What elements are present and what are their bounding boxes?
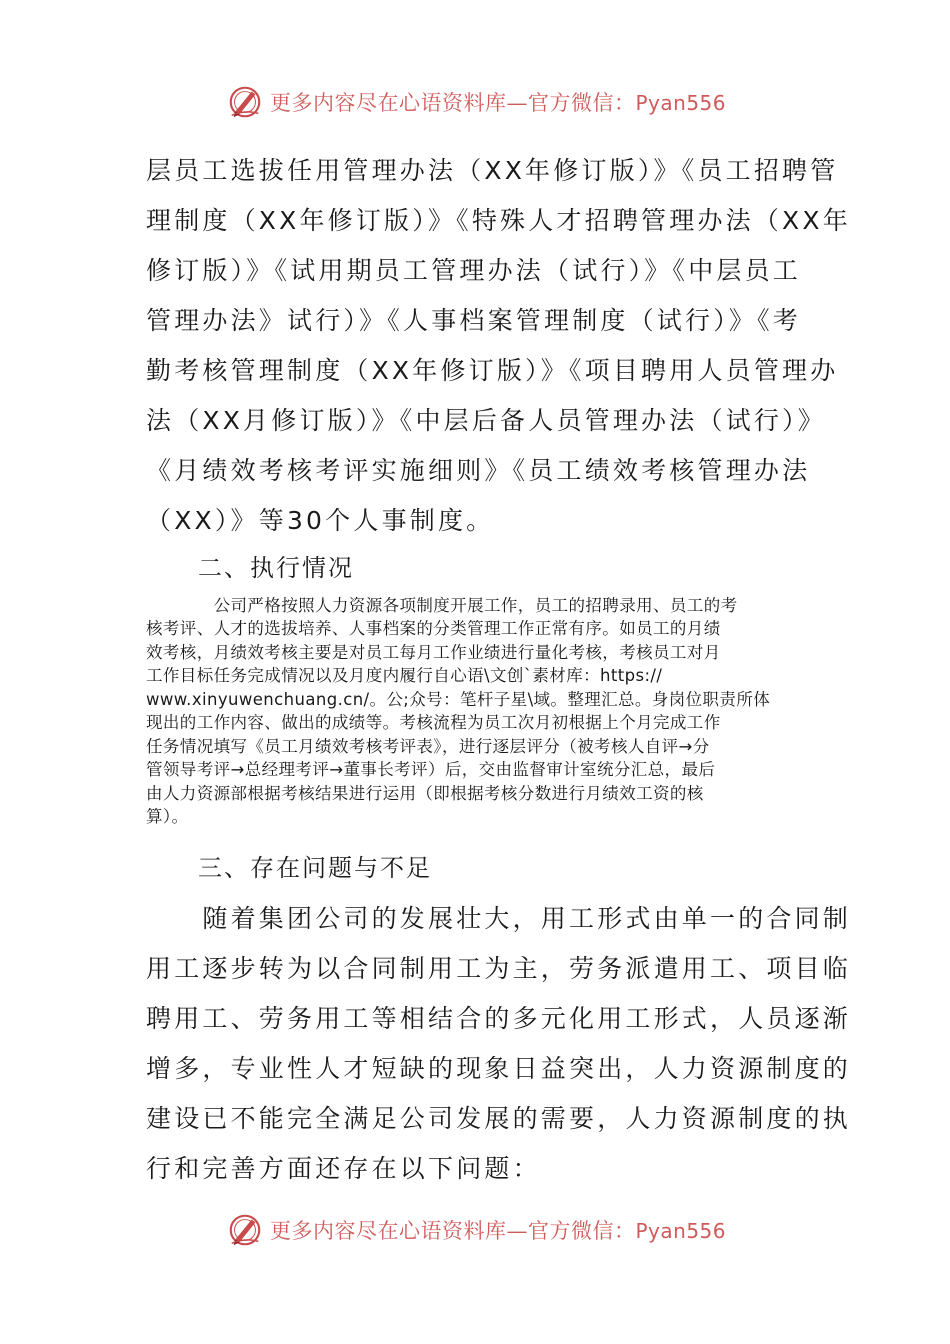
paragraph-line: 现出的工作内容、做出的成绩等。考核流程为员工次月初根据上个月完成工作 xyxy=(146,713,721,732)
paragraph-line: 任务情况填写《员工月绩效考核考评表》，进行逐层评分（被考核人自评→分 xyxy=(146,737,710,756)
paragraph-line: 随着集团公司的发展壮大，用工形式由单一的合同制 xyxy=(146,904,852,933)
banner-wechat-id: Pyan556 xyxy=(635,91,727,115)
paragraph-line: 工作目标任务完成情况以及月度内履行自心语\文创`素材库：https:// xyxy=(146,666,663,685)
banner-text: 更多内容尽在心语资料库—官方微信：Pyan556 xyxy=(270,91,727,115)
paragraph-line: 建设已不能完全满足公司发展的需要，人力资源制度的执 xyxy=(146,1104,852,1133)
paragraph-line: 聘用工、劳务用工等相结合的多元化用工形式，人员逐渐 xyxy=(146,1004,852,1033)
section-heading-execution: 二、执行情况 xyxy=(198,554,354,582)
header-banner xyxy=(226,82,746,122)
banner-wechat-id: Pyan556 xyxy=(635,1219,727,1243)
pen-logo-icon xyxy=(226,1211,264,1249)
paragraph-line: 管领导考评→总经理考评→董事长考评）后，交由监督审计室统分汇总，最后 xyxy=(146,760,716,779)
paragraph-line: 行和完善方面还存在以下问题： xyxy=(146,1154,541,1183)
paragraph-line: 层员工选拔任用管理办法（XX年修订版）》《员工招聘管 xyxy=(146,156,839,185)
paragraph-line: （XX）》等30个人事制度。 xyxy=(146,506,495,535)
paragraph-line: 管理办法》试行）》《人事档案管理制度（试行）》《考 xyxy=(146,306,802,335)
paragraph-line: 核考评、人才的选拔培养、人事档案的分类管理工作正常有序。如员工的月绩 xyxy=(146,619,721,638)
paragraph-line: 由人力资源部根据考核结果进行运用（即根据考核分数进行月绩效工资的核 xyxy=(146,784,704,803)
paragraph-line: 理制度（XX年修订版）》《特殊人才招聘管理办法（XX年 xyxy=(146,206,851,235)
pen-logo-icon xyxy=(226,83,264,121)
paragraph-line: 法（XX月修订版）》《中层后备人员管理办法（试行）》 xyxy=(146,406,826,435)
paragraph-line: 用工逐步转为以合同制用工为主，劳务派遣用工、项目临 xyxy=(146,954,852,983)
banner-text: 更多内容尽在心语资料库—官方微信：Pyan556 xyxy=(270,1219,727,1243)
paragraph-line: 算）。 xyxy=(146,807,189,826)
paragraph-line: 勤考核管理制度（XX年修订版）》《项目聘用人员管理办 xyxy=(146,356,839,385)
section-heading-problems: 三、存在问题与不足 xyxy=(198,854,432,882)
paragraph-line: 修订版）》《试用期员工管理办法（试行）》《中层员工 xyxy=(146,256,802,285)
paragraph-line: 公司严格按照人力资源各项制度开展工作，员工的招聘录用、员工的考 xyxy=(146,596,738,615)
paragraph-line: www.xinyuwenchuang.cn/。公;众号：笔杆子星\域。整理汇总。身岗位职责所体 xyxy=(146,690,771,709)
paragraph-line: 增多，专业性人才短缺的现象日益突出，人力资源制度的 xyxy=(146,1054,852,1083)
paragraph-line: 效考核，月绩效考核主要是对员工每月工作业绩进行量化考核，考核员工对月 xyxy=(146,643,721,662)
paragraph-line: 《月绩效考核考评实施细则》《员工绩效考核管理办法 xyxy=(146,456,811,485)
footer-banner xyxy=(226,1210,746,1250)
